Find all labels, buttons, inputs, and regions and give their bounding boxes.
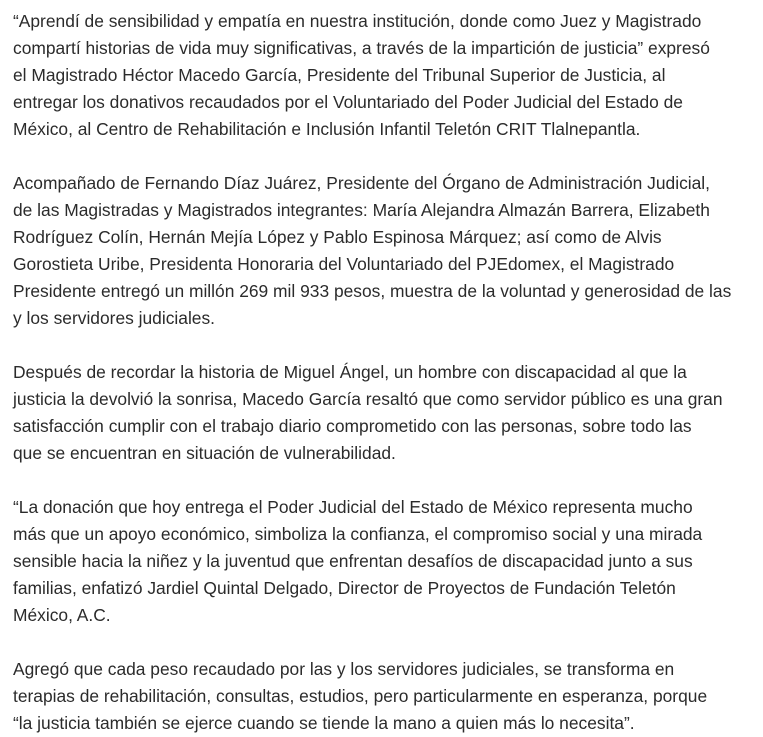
paragraph-line: satisfacción cumplir con el trabajo diario comprometido con las personas, sobre todo las bbox=[13, 416, 692, 436]
paragraph-line: justicia la devolvió la sonrisa, Macedo García resaltó que como servidor público es una gran bbox=[13, 389, 723, 409]
paragraph-line: Después de recordar la historia de Miguel Ángel, un hombre con discapacidad al que la bbox=[13, 362, 687, 382]
paragraph-line: de las Magistradas y Magistrados integrantes: María Alejandra Almazán Barrera, Elizabeth bbox=[13, 200, 710, 220]
paragraph-line: terapias de rehabilitación, consultas, estudios, pero particularmente en esperanza, porque bbox=[13, 686, 708, 706]
paragraph-line: y los servidores judiciales. bbox=[13, 308, 216, 328]
paragraph-4 bbox=[13, 494, 763, 629]
paragraph-line: el Magistrado Héctor Macedo García, Presidente del Tribunal Superior de Justicia, al bbox=[13, 65, 666, 85]
paragraph-1 bbox=[13, 8, 763, 143]
paragraph-line: entregar los donativos recaudados por el Voluntariado del Poder Judicial del Estado de bbox=[13, 92, 683, 112]
paragraph-line: Rodríguez Colín, Hernán Mejía López y Pablo Espinosa Márquez; así como de Alvis bbox=[13, 227, 662, 247]
paragraph-line: familias, enfatizó Jardiel Quintal Delgado, Director de Proyectos de Fundación Teletón bbox=[13, 578, 676, 598]
paragraph-line: “Aprendí de sensibilidad y empatía en nuestra institución, donde como Juez y Magistrado bbox=[13, 11, 702, 31]
paragraph-2 bbox=[13, 170, 763, 332]
paragraph-line: Gorostieta Uribe, Presidenta Honoraria del Voluntariado del PJEdomex, el Magistrado bbox=[13, 254, 675, 274]
paragraph-line: sensible hacia la niñez y la juventud que enfrentan desafíos de discapacidad junto a sus bbox=[13, 551, 693, 571]
paragraph-line: “la justicia también se ejerce cuando se tiende la mano a quien más lo necesita”. bbox=[13, 713, 635, 733]
paragraph-line: México, A.C. bbox=[13, 605, 111, 625]
paragraph-line: Presidente entregó un millón 269 mil 933 pesos, muestra de la voluntad y generosidad de las bbox=[13, 281, 732, 301]
paragraph-line: compartí historias de vida muy significativas, a través de la impartición de justicia” expresó bbox=[13, 38, 710, 58]
paragraph-line: México, al Centro de Rehabilitación e Inclusión Infantil Teletón CRIT Tlalnepantla. bbox=[13, 119, 641, 139]
paragraph-line: más que un apoyo económico, simboliza la confianza, el compromiso social y una mirada bbox=[13, 524, 703, 544]
paragraph-line: que se encuentran en situación de vulnerabilidad. bbox=[13, 443, 396, 463]
paragraph-line: Acompañado de Fernando Díaz Juárez, Presidente del Órgano de Administración Judicial, bbox=[13, 173, 710, 193]
paragraph-line: Agregó que cada peso recaudado por las y los servidores judiciales, se transforma en bbox=[13, 659, 675, 679]
paragraph-5 bbox=[13, 656, 763, 737]
paragraph-line: “La donación que hoy entrega el Poder Judicial del Estado de México representa mucho bbox=[13, 497, 693, 517]
paragraph-3 bbox=[13, 359, 763, 467]
